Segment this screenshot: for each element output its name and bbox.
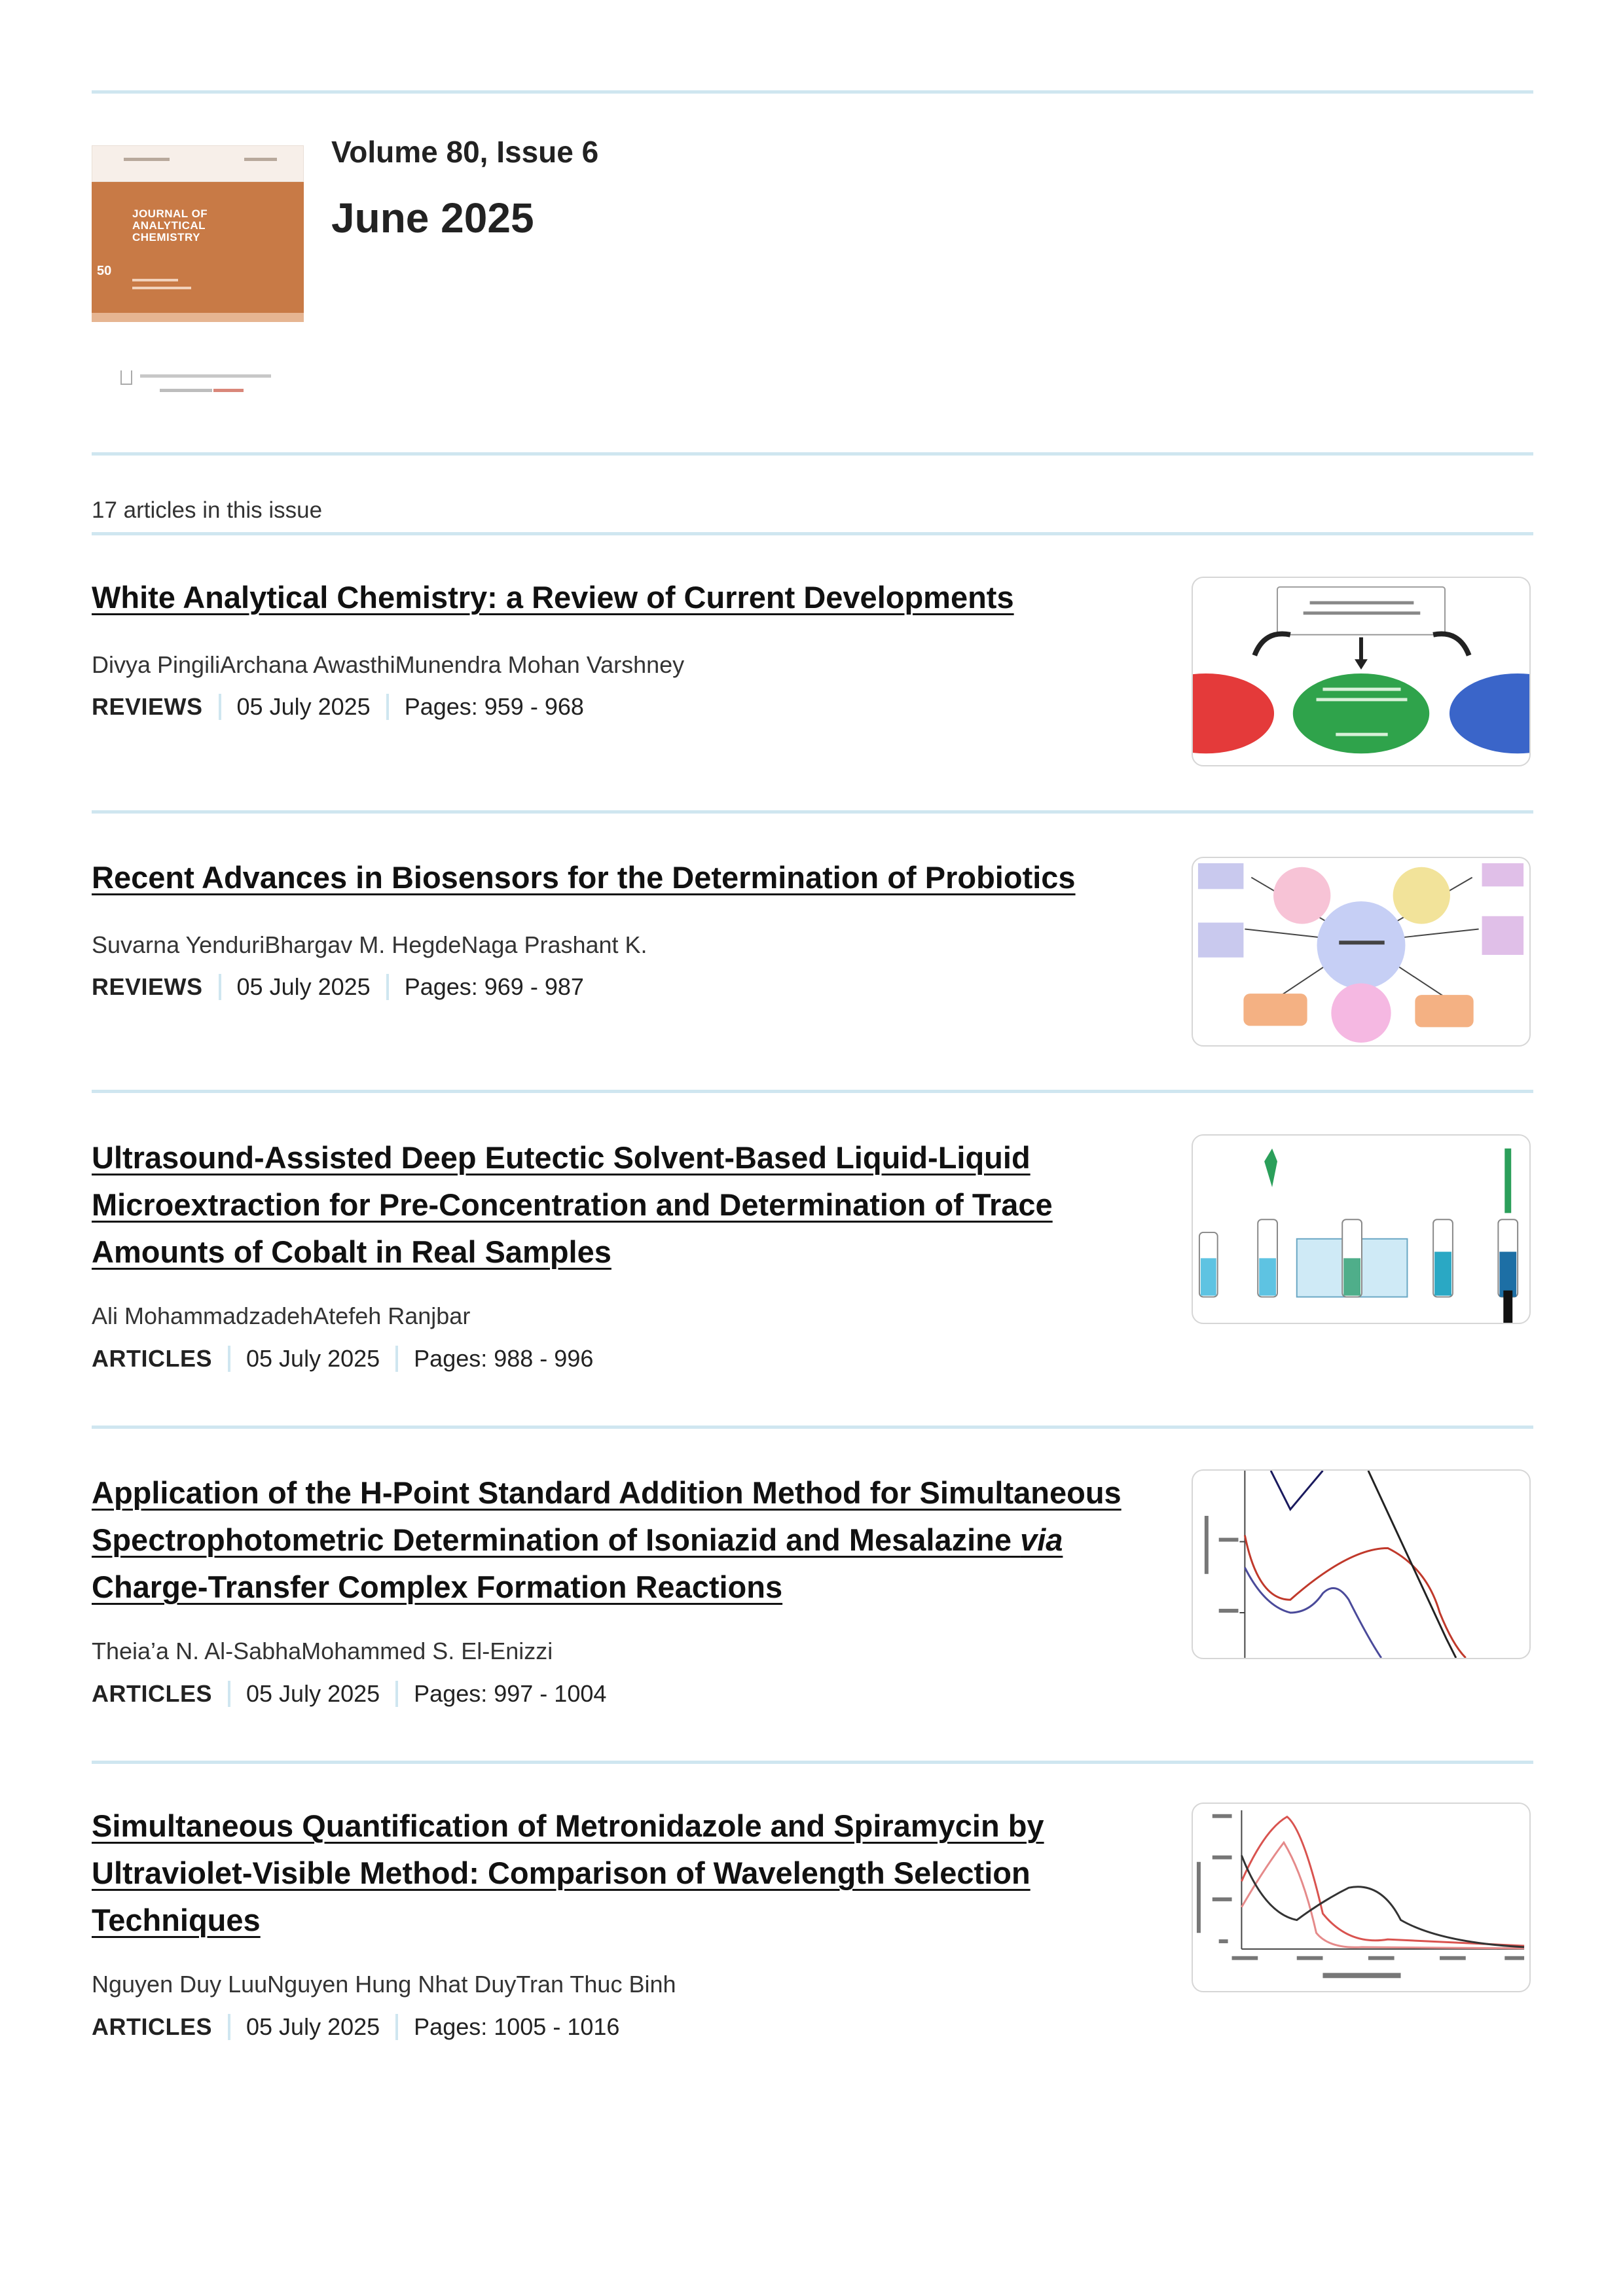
article-divider bbox=[92, 810, 1533, 814]
article-authors: Nguyen Duy LuuNguyen Hung Nhat DuyTran Thuc Binh bbox=[92, 1971, 676, 1998]
cover-orange-panel bbox=[92, 182, 304, 313]
top-divider bbox=[92, 90, 1533, 94]
article-title bbox=[92, 1134, 1126, 1276]
article-date: 05 July 2025 bbox=[246, 1680, 380, 1707]
article-title-link[interactable]: Recent Advances in Biosensors for the Determination of Probiotics bbox=[92, 860, 1076, 895]
article-title bbox=[92, 574, 1126, 621]
article-pages: Pages: 997 - 1004 bbox=[414, 1680, 607, 1707]
article-authors: Ali MohammadzadehAtefeh Ranjbar bbox=[92, 1302, 471, 1329]
title-text-part: Charge-Transfer Complex Formation Reactions bbox=[92, 1570, 783, 1604]
article-meta bbox=[92, 973, 584, 1001]
article-divider bbox=[92, 1090, 1533, 1093]
uv-spectra-thumbnail[interactable] bbox=[1192, 1803, 1531, 1992]
article-title-link[interactable]: Ultrasound-Assisted Deep Eutectic Solvent-Based Liquid-Liquid Microextraction for Pre-Concentration and Determination of Trace Amounts of Cobalt in Real Samples bbox=[92, 1140, 1053, 1269]
cover-badge: 50 bbox=[97, 264, 112, 278]
article-title-link[interactable]: White Analytical Chemistry: a Review of Current Developments bbox=[92, 580, 1014, 615]
cover-bottom-strip bbox=[92, 313, 304, 322]
article-type: REVIEWS bbox=[92, 973, 203, 1000]
article-authors: Theia’a N. Al-SabhaMohammed S. El-Enizzi bbox=[92, 1638, 553, 1664]
title-italic-part: via bbox=[1020, 1522, 1063, 1557]
cover-journal-name: JOURNAL OF ANALYTICAL CHEMISTRY bbox=[132, 207, 208, 243]
issue-date: June 2025 bbox=[331, 194, 534, 242]
article-date: 05 July 2025 bbox=[236, 973, 371, 1000]
header-divider bbox=[92, 452, 1533, 456]
article-title bbox=[92, 1803, 1126, 1944]
absorbance-spectra-thumbnail[interactable] bbox=[1192, 1469, 1531, 1659]
article-title-link[interactable] bbox=[92, 1475, 1122, 1604]
meta-separator bbox=[219, 974, 221, 1000]
meta-separator bbox=[228, 2014, 230, 2040]
article-authors: Suvarna YenduriBhargav M. HegdeNaga Prashant K. bbox=[92, 931, 647, 958]
journal-cover-image[interactable] bbox=[92, 145, 304, 407]
principles-diagram-thumbnail[interactable] bbox=[1192, 577, 1531, 766]
article-type: REVIEWS bbox=[92, 693, 203, 720]
article-type: ARTICLES bbox=[92, 2013, 212, 2040]
article-pages: Pages: 1005 - 1016 bbox=[414, 2013, 620, 2040]
article-pages: Pages: 959 - 968 bbox=[404, 693, 584, 720]
article-divider bbox=[92, 1761, 1533, 1764]
meta-separator bbox=[395, 1346, 398, 1372]
volume-issue-label: Volume 80, Issue 6 bbox=[331, 135, 599, 169]
article-title-link[interactable]: Simultaneous Quantification of Metronidazole and Spiramycin by Ultraviolet-Visible Method: Comparison of Wavelength Selection Techniques bbox=[92, 1808, 1044, 1937]
article-meta bbox=[92, 1680, 606, 1708]
article-title bbox=[92, 854, 1126, 901]
count-divider bbox=[92, 532, 1533, 535]
cover-top-band bbox=[92, 145, 304, 182]
article-meta bbox=[92, 693, 584, 721]
article-divider bbox=[92, 1426, 1533, 1429]
extraction-procedure-thumbnail[interactable] bbox=[1192, 1134, 1531, 1324]
article-meta bbox=[92, 1345, 593, 1372]
meta-separator bbox=[386, 694, 389, 720]
article-pages: Pages: 988 - 996 bbox=[414, 1345, 594, 1372]
meta-separator bbox=[219, 694, 221, 720]
meta-separator bbox=[395, 1681, 398, 1707]
article-type: ARTICLES bbox=[92, 1345, 212, 1372]
probiotics-diagram-thumbnail[interactable] bbox=[1192, 857, 1531, 1047]
article-date: 05 July 2025 bbox=[246, 1345, 380, 1372]
article-meta bbox=[92, 2013, 619, 2041]
article-date: 05 July 2025 bbox=[246, 2013, 380, 2040]
article-pages: Pages: 969 - 987 bbox=[404, 973, 584, 1000]
article-authors: Divya PingiliArchana AwasthiMunendra Mohan Varshney bbox=[92, 651, 685, 678]
publisher-logo bbox=[120, 368, 278, 401]
article-date: 05 July 2025 bbox=[236, 693, 371, 720]
meta-separator bbox=[228, 1346, 230, 1372]
meta-separator bbox=[228, 1681, 230, 1707]
meta-separator bbox=[386, 974, 389, 1000]
article-count: 17 articles in this issue bbox=[92, 497, 323, 523]
meta-separator bbox=[395, 2014, 398, 2040]
article-title bbox=[92, 1469, 1126, 1611]
article-type: ARTICLES bbox=[92, 1680, 212, 1707]
title-text-part: Application of the H-Point Standard Addition Method for Simultaneous Spectrophotometric Determination of Isoniazid and Mesalazine bbox=[92, 1475, 1122, 1557]
